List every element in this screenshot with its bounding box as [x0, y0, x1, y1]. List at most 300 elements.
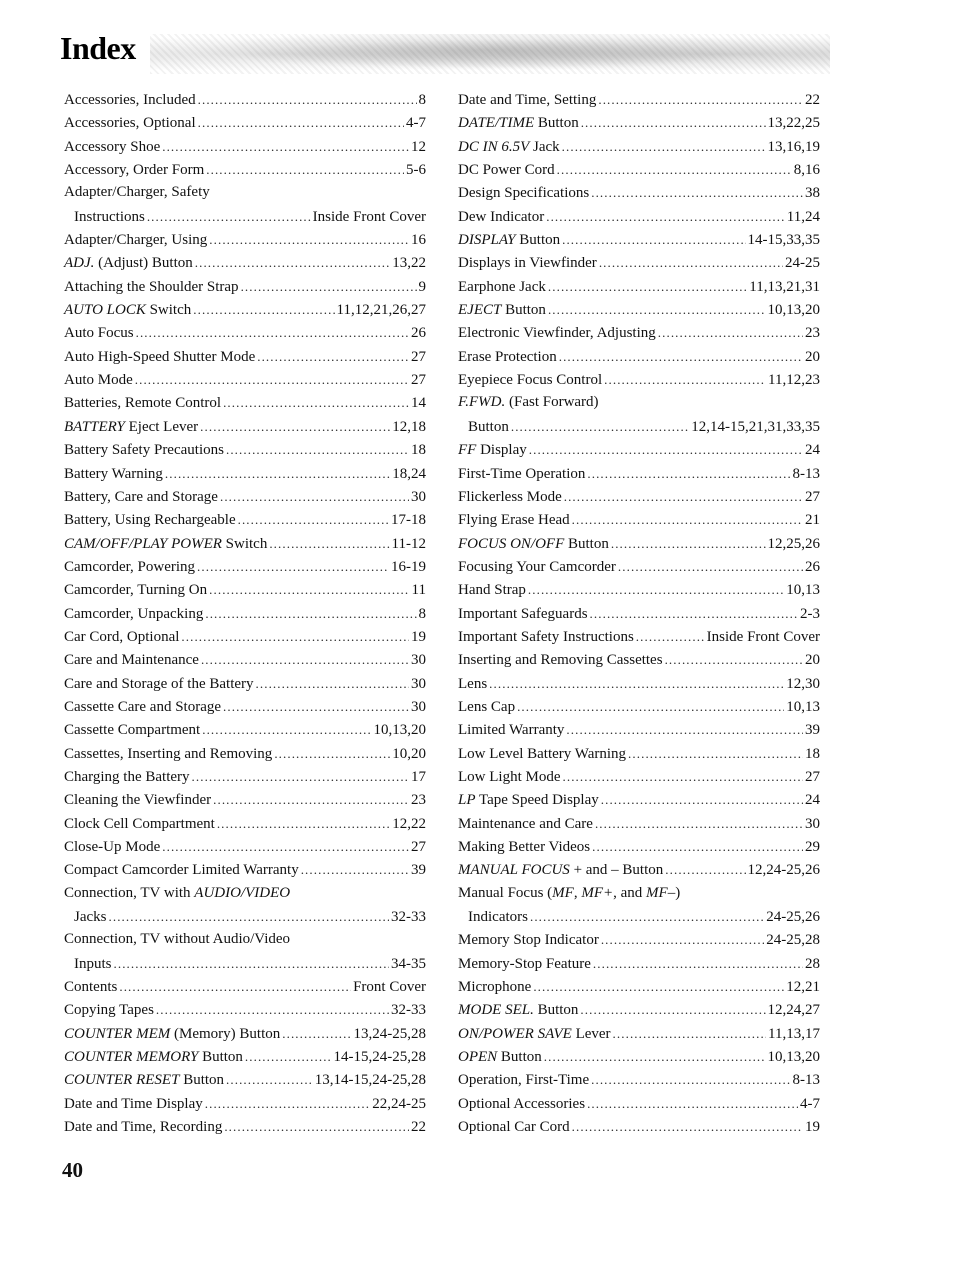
index-term: [458, 953, 591, 976]
dot-leader: [562, 135, 766, 158]
index-entry: [458, 1115, 820, 1138]
index-entry: [64, 928, 426, 951]
index-pages: 27: [411, 348, 426, 365]
index-term-text: Lever: [571, 1025, 611, 1042]
index-term-text: Button: [515, 232, 561, 249]
dot-leader: [581, 111, 766, 134]
index-column-right: [458, 88, 820, 1138]
index-pages: 32-33: [391, 1002, 426, 1019]
index-entry: [458, 765, 820, 788]
index-pages: 13,22: [392, 255, 426, 272]
index-column-left: [64, 88, 426, 1138]
index-term-text: Jacks: [74, 909, 107, 926]
index-term: [458, 836, 590, 859]
index-term-text: Button: [497, 1049, 542, 1066]
index-pages: 11-12: [391, 535, 426, 552]
index-pages: 12,18: [392, 418, 426, 435]
index-term: [74, 953, 112, 976]
index-pages: 19: [805, 1119, 820, 1136]
index-pages: 10,13: [786, 698, 820, 715]
index-term: [64, 299, 191, 322]
index-term: [64, 392, 221, 415]
dot-leader: [274, 742, 390, 765]
index-term-text: Eyepiece Focus Control: [458, 372, 603, 389]
dot-leader: [201, 648, 409, 671]
dot-leader: [220, 485, 409, 508]
index-term-text: Charging the Battery: [64, 768, 190, 785]
dot-leader: [301, 858, 409, 881]
index-entry: [64, 158, 426, 181]
dot-leader: [165, 462, 390, 485]
index-term: [64, 999, 154, 1022]
index-term: [64, 976, 117, 999]
index-term: [458, 1116, 570, 1139]
index-entry: [458, 1092, 820, 1115]
index-entry: [458, 788, 820, 811]
index-pages: 13,16,19: [767, 138, 820, 155]
index-term: [64, 112, 196, 135]
index-pages: 38: [805, 185, 820, 202]
dot-leader: [197, 555, 389, 578]
index-term-text: Compact Camcorder Limited Warranty: [64, 862, 299, 879]
dot-leader: [517, 695, 784, 718]
index-term: [74, 206, 145, 229]
dot-leader: [592, 835, 803, 858]
index-entry: [64, 998, 426, 1021]
dot-leader: [529, 438, 803, 461]
index-pages: 14: [411, 395, 426, 412]
dot-leader: [548, 275, 747, 298]
index-entry: [64, 882, 426, 905]
index-term-text: (Fast Forward): [505, 394, 599, 411]
index-entry: [64, 205, 426, 228]
index-pages: 24-25,28: [766, 932, 820, 949]
index-entry: [458, 578, 820, 601]
index-term: [64, 439, 224, 462]
index-pages: 8,16: [793, 162, 820, 179]
dot-leader: [223, 391, 409, 414]
index-entry: [64, 1068, 426, 1091]
index-pages: 11,13,21,31: [749, 278, 820, 295]
index-pages: 4-7: [406, 115, 426, 132]
index-entry: [64, 321, 426, 344]
index-term: [64, 181, 210, 204]
index-term-text: Battery, Care and Storage: [64, 488, 218, 505]
index-term-text: Button: [468, 418, 509, 435]
index-pages: 22: [411, 1119, 426, 1136]
index-entry: [458, 228, 820, 251]
index-entry: [64, 135, 426, 158]
index-entry: [64, 462, 426, 485]
index-entry: [64, 952, 426, 975]
index-term-text: Displays in Viewfinder: [458, 255, 597, 272]
index-entry: [458, 1022, 820, 1045]
index-pages: 21: [805, 512, 820, 529]
index-term: [64, 322, 134, 345]
dot-leader: [109, 905, 390, 928]
page-title: Index: [60, 30, 136, 66]
index-term-text: Eject Lever: [124, 418, 199, 435]
index-entry: [458, 275, 820, 298]
index-entry: [458, 508, 820, 531]
index-term-text: Instructions: [74, 208, 145, 225]
index-term-text: Earphone Jack: [458, 278, 546, 295]
index-term: [64, 346, 255, 369]
page-number: 40: [62, 1158, 83, 1182]
index-pages: 11,24: [786, 208, 820, 225]
index-pages: 11: [411, 582, 426, 599]
index-term-text: Cassette Care and Storage: [64, 698, 222, 715]
dot-leader: [611, 532, 766, 555]
index-entry: [458, 718, 820, 741]
index-entry: [458, 368, 820, 391]
index-term-text: Important Safeguards: [458, 605, 588, 622]
index-pages: 27: [411, 839, 426, 855]
dot-leader: [238, 508, 389, 531]
dot-leader: [599, 251, 783, 274]
index-entry: [64, 508, 426, 531]
index-pages: 4-7: [800, 1095, 820, 1112]
index-term: [64, 928, 290, 951]
index-pages: 14-15,33,35: [747, 232, 820, 249]
dot-leader: [257, 345, 409, 368]
index-pages: 11,13,17: [768, 1025, 820, 1042]
index-pages: 5-6: [406, 162, 426, 179]
index-term-text: Copying Tapes: [64, 1002, 154, 1019]
index-entry: [64, 695, 426, 718]
index-term-text: Auto Focus: [64, 325, 134, 342]
index-term-text: Microphone: [458, 979, 532, 996]
index-term-text: Memory Stop Indicator: [458, 932, 599, 949]
index-entry: [458, 602, 820, 625]
index-pages: 26: [411, 325, 426, 342]
index-entry: [64, 111, 426, 134]
index-term-text: Button: [179, 1072, 225, 1089]
index-pages: 39: [805, 722, 820, 739]
index-pages: 12: [411, 138, 426, 155]
dot-leader: [226, 1068, 313, 1091]
index-entry: [458, 181, 820, 204]
dot-leader: [209, 578, 409, 601]
index-term: [64, 743, 272, 766]
index-term-text: Flying Erase Head: [458, 512, 570, 529]
index-entry: [64, 602, 426, 625]
index-entry: [458, 928, 820, 951]
index-pages: 10,13,20: [767, 302, 820, 319]
index-term-text: Batteries, Remote Control: [64, 395, 222, 412]
index-term-text: Low Light Mode: [458, 768, 561, 785]
index-pages: 8: [418, 605, 426, 622]
dot-leader: [580, 998, 765, 1021]
index-term-text: Hand Strap: [458, 582, 526, 599]
dot-leader: [572, 508, 803, 531]
index-pages: 30: [411, 675, 426, 692]
index-entry: [64, 1115, 426, 1138]
index-term: [64, 486, 218, 509]
dot-leader: [223, 695, 409, 718]
index-term-italic: MANUAL FOCUS: [458, 862, 570, 879]
index-term: [458, 206, 544, 229]
index-term-text: Button: [198, 1049, 243, 1066]
index-pages: 10,20: [392, 745, 426, 762]
index-entry: [458, 882, 820, 905]
index-term: [64, 1069, 224, 1092]
index-term-text: Button: [534, 115, 579, 132]
title-bar: [60, 26, 832, 76]
dot-leader: [114, 952, 390, 975]
index-pages: 12,21: [786, 979, 820, 996]
index-term: [468, 416, 509, 439]
dot-leader: [557, 158, 792, 181]
dot-leader: [119, 975, 351, 998]
index-term: [458, 556, 616, 579]
index-pages: 19: [411, 628, 426, 645]
index-term-text: Date and Time Display: [64, 1095, 203, 1112]
dot-leader: [587, 1092, 798, 1115]
dot-leader: [511, 415, 689, 438]
dot-leader: [665, 648, 803, 671]
index-term-text: ): [675, 884, 681, 901]
index-term: [458, 743, 626, 766]
index-entry: [458, 462, 820, 485]
index-term-text: Accessory, Order Form: [64, 162, 205, 179]
dot-leader: [156, 998, 389, 1021]
index-term: [458, 509, 570, 532]
index-entry: [64, 788, 426, 811]
index-term-text: Electronic Viewfinder, Adjusting: [458, 325, 656, 342]
index-term-text: Connection, TV without Audio/Video: [64, 931, 291, 948]
index-term-text: Battery Warning: [64, 465, 163, 482]
dot-leader: [595, 812, 803, 835]
index-entry: [458, 251, 820, 274]
index-entry: [64, 391, 426, 414]
dot-leader: [598, 88, 803, 111]
index-term-italic: DATE/TIME: [458, 115, 535, 132]
index-entry: [458, 391, 820, 414]
index-pages: 11,12,21,26,27: [336, 302, 426, 319]
index-term-italic: MF–: [646, 884, 676, 901]
index-entry: [64, 578, 426, 601]
index-entry: [64, 718, 426, 741]
index-term: [64, 882, 290, 905]
index-entry: [458, 812, 820, 835]
dot-leader: [601, 928, 764, 951]
index-term: [458, 766, 561, 789]
index-pages: 30: [411, 652, 426, 669]
dot-leader: [282, 1022, 351, 1045]
index-entry: [64, 415, 426, 438]
index-term-text: Battery, Using Rechargeable: [64, 512, 236, 529]
dot-leader: [559, 345, 803, 368]
index-term: [458, 1023, 611, 1046]
index-term-text: Low Level Battery Warning: [458, 745, 627, 762]
index-term: [458, 229, 560, 252]
index-term-text: Accessories, Optional: [64, 115, 196, 132]
index-term-italic: MODE SEL.: [458, 1002, 534, 1019]
index-term: [64, 159, 204, 182]
dot-leader: [563, 765, 804, 788]
dot-leader: [528, 578, 784, 601]
dot-leader: [544, 1045, 766, 1068]
index-entry: [64, 345, 426, 368]
index-entry: [458, 415, 820, 438]
index-pages: 12,25,26: [767, 535, 820, 552]
index-term: [458, 813, 593, 836]
index-entry: [64, 1092, 426, 1115]
index-entry: [64, 742, 426, 765]
index-term: [458, 603, 588, 626]
index-term-text: Accessories, Included: [64, 92, 196, 108]
index-term-italic: CAM/OFF/PLAY POWER: [64, 535, 222, 552]
index-term: [458, 391, 599, 414]
index-term-text: Inserting and Removing Cassettes: [458, 652, 663, 669]
index-entry: [458, 975, 820, 998]
index-term-text: Adapter/Charger, Using: [64, 232, 208, 249]
dot-leader: [135, 368, 409, 391]
dot-leader: [591, 1068, 790, 1091]
index-term-text: Cassettes, Inserting and Removing: [64, 745, 273, 762]
index-entry: [458, 111, 820, 134]
dot-leader: [162, 835, 409, 858]
index-term: [64, 1046, 243, 1069]
index-entry: [458, 438, 820, 461]
dot-leader: [198, 111, 404, 134]
index-pages: 11,12,23: [768, 372, 820, 389]
index-term-text: Cleaning the Viewfinder: [64, 792, 212, 809]
index-pages: 10,13,20: [767, 1049, 820, 1066]
index-pages: 13,24-25,28: [353, 1025, 426, 1042]
index-pages: 13,22,25: [767, 115, 820, 132]
index-entry: [64, 555, 426, 578]
dot-leader: [628, 742, 803, 765]
index-term: [64, 836, 160, 859]
index-term-text: Manual Focus (: [458, 884, 553, 901]
index-term: [64, 673, 254, 696]
index-term-text: Design Specifications: [458, 185, 590, 202]
dot-leader: [241, 275, 417, 298]
index-term: [458, 299, 546, 322]
index-entry: [458, 205, 820, 228]
index-entry: [458, 952, 820, 975]
index-term: [64, 463, 163, 486]
index-pages: 32-33: [391, 909, 426, 926]
index-term: [64, 369, 133, 392]
index-term: [64, 766, 190, 789]
index-term-text: Cassette Compartment: [64, 722, 201, 739]
dot-leader: [601, 788, 803, 811]
index-term: [458, 486, 562, 509]
index-term: [458, 463, 585, 486]
index-term-text: (Adjust) Button: [94, 255, 193, 272]
index-term: [458, 89, 596, 112]
index-term-italic: MF: [552, 884, 574, 901]
index-entry: [458, 695, 820, 718]
dot-leader: [665, 858, 745, 881]
index-term: [64, 1116, 222, 1139]
index-term-text: Accessory Shoe: [64, 138, 161, 155]
dot-leader: [546, 205, 785, 228]
index-entry: [64, 625, 426, 648]
index-term: [458, 252, 597, 275]
index-term-text: Lens: [458, 675, 488, 692]
dot-leader: [162, 135, 409, 158]
index-pages: 12,22: [392, 815, 426, 832]
dot-leader: [195, 251, 391, 274]
dot-leader: [136, 321, 409, 344]
index-term-text: Flickerless Mode: [458, 488, 562, 505]
index-term: [458, 696, 515, 719]
index-pages: 24: [805, 442, 820, 459]
index-term: [458, 439, 527, 462]
index-term-text: Focusing Your Camcorder: [458, 558, 616, 575]
index-pages: 17-18: [391, 512, 426, 529]
index-term-text: , and: [613, 884, 647, 901]
index-term-italic: EJECT: [458, 302, 502, 319]
index-term: [458, 369, 602, 392]
index-term-italic: COUNTER MEM: [64, 1025, 171, 1042]
index-entry: [64, 835, 426, 858]
index-term-text: Button: [533, 1002, 579, 1019]
index-term: [64, 1023, 280, 1046]
index-pages: 30: [411, 698, 426, 715]
title-texture-decoration: [150, 34, 830, 74]
index-entry: [458, 858, 820, 881]
index-term: [64, 813, 215, 836]
index-term-italic: ON/POWER SAVE: [458, 1025, 572, 1042]
index-term-text: Erase Protection: [458, 348, 557, 365]
index-entry: [458, 1068, 820, 1091]
index-term-text: Switch: [145, 302, 192, 319]
index-entry: [64, 181, 426, 204]
index-entry: [458, 345, 820, 368]
index-pages: 26: [805, 558, 820, 575]
index-entry: [458, 648, 820, 671]
index-entry: [458, 135, 820, 158]
index-entry: [64, 228, 426, 251]
index-term: [458, 346, 557, 369]
index-term-italic: OPEN: [458, 1049, 498, 1066]
index-term: [64, 533, 267, 556]
index-term-text: Auto High-Speed Shutter Mode: [64, 348, 256, 365]
index-term-text: Jack: [529, 138, 560, 155]
index-term: [64, 649, 199, 672]
index-pages: 18: [411, 442, 426, 459]
index-term-italic: AUDIO/VIDEO: [194, 884, 291, 901]
index-term-italic: MF+: [581, 884, 614, 901]
index-pages: 10,13,20: [373, 722, 426, 739]
index-entry: [64, 1045, 426, 1068]
dot-leader: [224, 1115, 409, 1138]
index-term: [458, 929, 599, 952]
index-term: [458, 322, 656, 345]
dot-leader: [618, 555, 803, 578]
index-entry: [64, 251, 426, 274]
index-term: [458, 533, 609, 556]
index-entry: [64, 858, 426, 881]
index-pages: 30: [805, 815, 820, 832]
dot-leader: [181, 625, 409, 648]
index-term: [458, 626, 634, 649]
index-term-text: ,: [573, 884, 582, 901]
index-pages: 13,14-15,24-25,28: [314, 1072, 426, 1089]
index-term-text: Display: [476, 442, 527, 459]
index-pages: Front Cover: [353, 979, 426, 996]
dot-leader: [205, 1092, 371, 1115]
index-pages: 16: [411, 232, 426, 249]
index-term: [458, 1046, 542, 1069]
index-term: [458, 882, 680, 905]
index-term-text: Tape Speed Display: [475, 792, 599, 809]
